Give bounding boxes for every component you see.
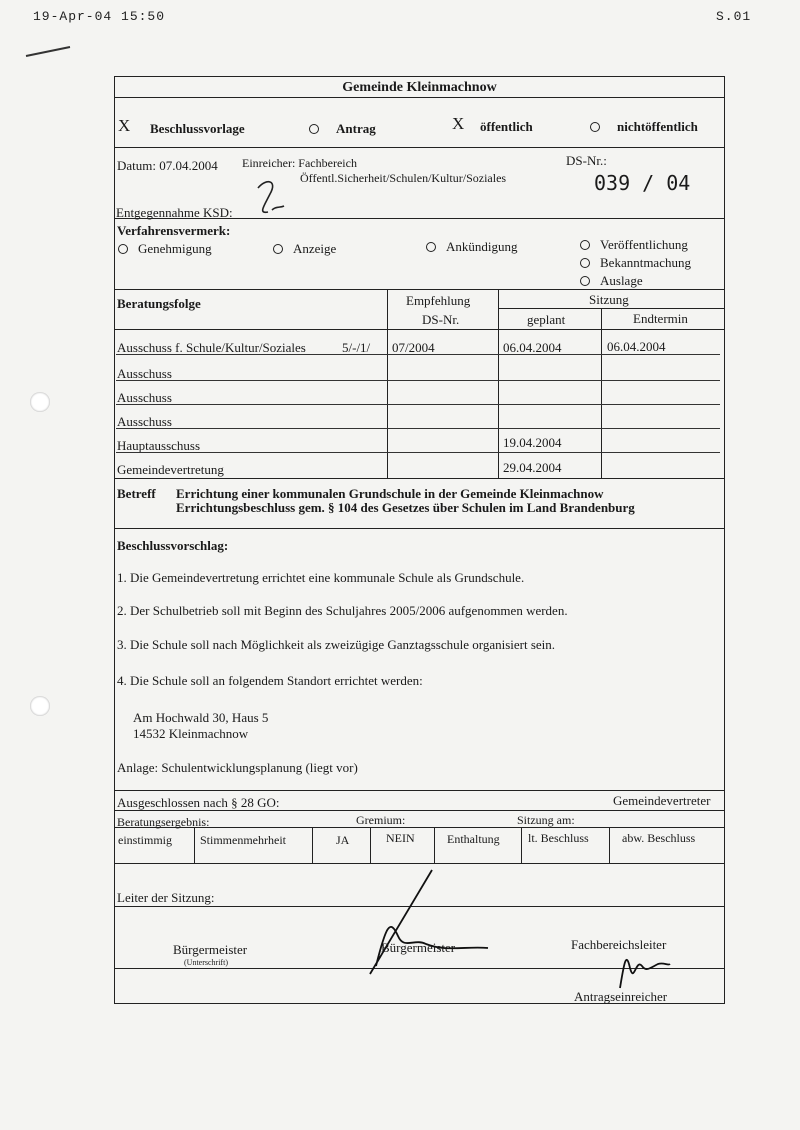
betreff-line-2: Errichtungsbeschluss gem. § 104 des Gesetzes über Schulen im Land Brandenburg bbox=[176, 500, 635, 515]
result-einstimmig: einstimmig bbox=[118, 833, 172, 847]
ergebnis-label: Beratungsergebnis: bbox=[117, 815, 210, 829]
result-ja: JA bbox=[336, 833, 350, 847]
address-line-2: 14532 Kleinmachnow bbox=[133, 726, 249, 741]
vorschlag-item-3: 3. Die Schule soll nach Möglichkeit als zweizügige Ganztagsschule organisiert sein. bbox=[117, 637, 556, 652]
row-2-name: Ausschuss bbox=[117, 366, 172, 381]
row-5-name: Hauptausschuss bbox=[117, 438, 201, 453]
gremium-label: Gremium: bbox=[356, 813, 406, 827]
row-6-name: Gemeindevertretung bbox=[117, 462, 224, 477]
vorschlag-item-2: 2. Der Schulbetrieb soll mit Beginn des Schuljahres 2005/2006 aufgenommen werden. bbox=[117, 603, 568, 618]
option-auslage[interactable]: Auslage bbox=[580, 273, 643, 289]
row-5-geplant: 19.04.2004 bbox=[503, 435, 562, 450]
address-line-1: Am Hochwald 30, Haus 5 bbox=[133, 710, 269, 725]
punch-hole-lower bbox=[30, 696, 50, 716]
row-6-geplant: 29.04.2004 bbox=[503, 460, 562, 475]
checkmark-oeffentlich[interactable]: X bbox=[452, 114, 465, 133]
result-abw-beschluss: abw. Beschluss bbox=[622, 831, 696, 845]
result-enthaltung: Enthaltung bbox=[447, 832, 500, 846]
type-antrag: Antrag bbox=[336, 121, 376, 136]
leiter-label: Leiter der Sitzung: bbox=[117, 890, 215, 905]
result-stimmenmehrheit: Stimmenmehrheit bbox=[200, 833, 286, 847]
option-anzeige[interactable]: Anzeige bbox=[273, 241, 336, 257]
endtermin-header: Endtermin bbox=[633, 311, 688, 326]
row-3-name: Ausschuss bbox=[117, 390, 172, 405]
datum: Datum: 07.04.2004 bbox=[117, 158, 218, 173]
beratungsfolge-header: Beratungsfolge bbox=[117, 296, 201, 311]
row-1-vote: 5/-/1/ bbox=[342, 340, 371, 355]
initials-signature bbox=[254, 176, 290, 220]
betreff-label: Betreff bbox=[117, 486, 156, 501]
buergermeister-label-1: Bürgermeister bbox=[173, 942, 248, 957]
gemeindevertreter-label: Gemeindevertreter bbox=[613, 793, 711, 808]
vorschlag-item-4: 4. Die Schule soll an folgendem Standort errichtet werden: bbox=[117, 673, 423, 688]
antragseinreicher-label: Antragseinreicher bbox=[574, 989, 668, 1004]
fachbereichsleiter-signature bbox=[612, 944, 672, 992]
row-1-geplant: 06.04.2004 bbox=[503, 340, 562, 355]
result-lt-beschluss: lt. Beschluss bbox=[528, 831, 589, 845]
type-oeffentlich: öffentlich bbox=[480, 119, 533, 134]
type-nichtoeffentlich: nichtöffentlich bbox=[617, 119, 698, 134]
option-veroeffentlichung[interactable]: Veröffentlichung bbox=[580, 237, 688, 253]
type-beschlussvorlage: Beschlussvorlage bbox=[150, 121, 245, 136]
anlage: Anlage: Schulentwicklungsplanung (liegt vor) bbox=[117, 760, 358, 775]
fachbereichsleiter-label: Fachbereichsleiter bbox=[571, 937, 667, 952]
sitzung-header: Sitzung bbox=[589, 292, 629, 307]
row-1-endtermin: 06.04.2004 bbox=[607, 339, 666, 354]
page-title: Gemeinde Kleinmachnow bbox=[342, 80, 497, 95]
unterschrift-label: (Unterschrift) bbox=[184, 958, 228, 967]
vorschlag-label: Beschlussvorschlag: bbox=[117, 538, 229, 553]
empfehlung-header: Empfehlung bbox=[406, 293, 471, 308]
buergermeister-signature bbox=[356, 866, 496, 982]
einreicher-value: Öffentl.Sicherheit/Schulen/Kultur/Soziales bbox=[300, 171, 507, 185]
pen-stroke-mark bbox=[24, 44, 74, 60]
row-4-name: Ausschuss bbox=[117, 414, 172, 429]
buergermeister-label-2: Bürgermeister bbox=[381, 940, 456, 955]
radio-nichtoeffentlich[interactable] bbox=[590, 119, 610, 135]
verfahren-label: Verfahrensvermerk: bbox=[117, 223, 231, 238]
ds-nr-value: 039 / 04 bbox=[594, 171, 691, 195]
option-genehmigung[interactable]: Genehmigung bbox=[118, 241, 212, 257]
sitzung-am-label: Sitzung am: bbox=[517, 813, 575, 827]
row-1-name: Ausschuss f. Schule/Kultur/Soziales bbox=[117, 340, 306, 355]
fax-timestamp: 19-Apr-04 15:50 bbox=[33, 9, 166, 24]
vorschlag-item-1: 1. Die Gemeindevertretung errichtet eine kommunale Schule als Grundschule. bbox=[117, 570, 525, 585]
result-nein: NEIN bbox=[386, 831, 415, 845]
ds-nr-header: DS-Nr. bbox=[422, 312, 460, 327]
option-bekanntmachung[interactable]: Bekanntmachung bbox=[580, 255, 691, 271]
ds-nr-label: DS-Nr.: bbox=[566, 153, 607, 168]
option-ankuendigung[interactable]: Ankündigung bbox=[426, 239, 518, 255]
geplant-header: geplant bbox=[527, 312, 566, 327]
punch-hole-upper bbox=[30, 392, 50, 412]
checkmark-beschlussvorlage[interactable]: X bbox=[118, 116, 131, 135]
row-1-ds: 07/2004 bbox=[392, 340, 435, 355]
ausgeschlossen-label: Ausgeschlossen nach § 28 GO: bbox=[117, 795, 280, 810]
einreicher-label: Einreicher: Fachbereich bbox=[242, 156, 357, 170]
fax-page-number: S.01 bbox=[716, 9, 752, 24]
betreff-line-1: Errichtung einer kommunalen Grundschule in der Gemeinde Kleinmachnow bbox=[176, 486, 604, 501]
entgegennahme-label: Entgegennahme KSD: bbox=[116, 205, 233, 220]
radio-antrag[interactable] bbox=[309, 121, 329, 137]
